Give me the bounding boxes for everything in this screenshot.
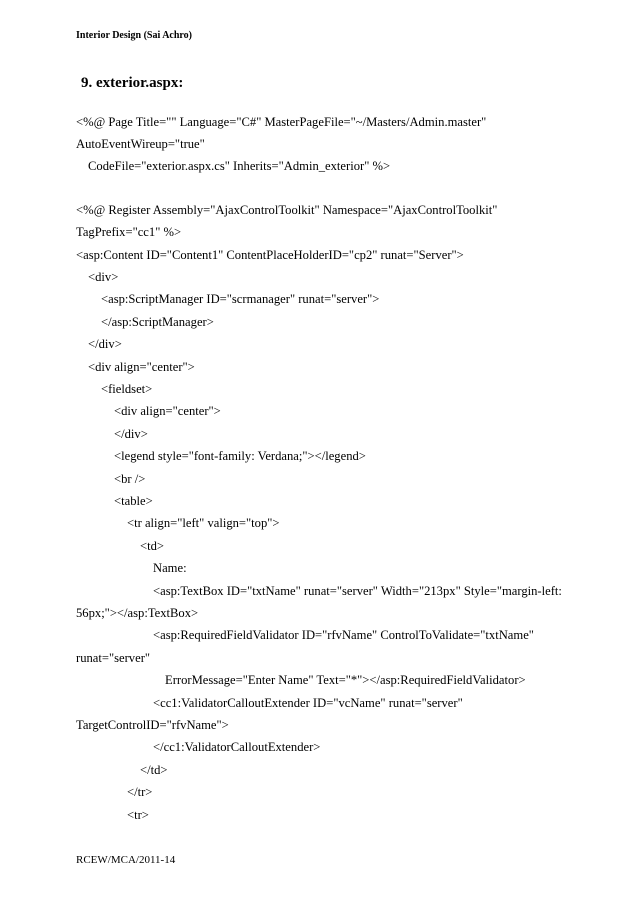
code-line: <asp:Content ID="Content1" ContentPlaceHolderID="cp2" runat="Server"> [76,248,464,262]
code-line: <div> [88,270,119,284]
code-line: <asp:TextBox ID="txtName" runat="server" Width="213px" Style="margin-left: [153,584,562,598]
code-line: <%@ Register Assembly="AjaxControlToolkit" Namespace="AjaxControlToolkit" [76,203,498,217]
code-line: CodeFile="exterior.aspx.cs" Inherits="Admin_exterior" %> [88,159,391,173]
page-footer: RCEW/MCA/2011-14 [76,854,176,866]
code-line: <fieldset> [101,382,153,396]
code-line: <div align="center"> [114,404,221,418]
code-line: </div> [88,337,122,351]
code-line: 56px;"></asp:TextBox> [76,606,199,620]
code-line: AutoEventWireup="true" [76,137,205,151]
page-header: Interior Design (Sai Achro) [76,30,193,41]
code-line: <tr align="left" valign="top"> [127,516,280,530]
section-heading: 9. exterior.aspx: [81,75,184,91]
code-line: <legend style="font-family: Verdana;"></legend> [114,449,366,463]
code-line: TargetControlID="rfvName"> [76,718,229,732]
code-line: Name: [153,561,187,575]
code-line: runat="server" [76,651,151,665]
code-line: <asp:ScriptManager ID="scrmanager" runat="server"> [101,292,380,306]
code-line: <div align="center"> [88,360,195,374]
code-line: TagPrefix="cc1" %> [76,225,182,239]
code-line: <br /> [114,472,146,486]
code-line: </cc1:ValidatorCalloutExtender> [153,740,321,754]
code-line: <tr> [127,808,149,822]
code-line: </td> [140,763,168,777]
code-line: <%@ Page Title="" Language="C#" MasterPageFile="~/Masters/Admin.master" [76,115,487,129]
code-line: <asp:RequiredFieldValidator ID="rfvName" ControlToValidate="txtName" [153,628,534,642]
code-line: <td> [140,539,165,553]
code-line: <cc1:ValidatorCalloutExtender ID="vcName" runat="server" [153,696,463,710]
code-line: </asp:ScriptManager> [101,315,214,329]
code-line: <table> [114,494,153,508]
code-line: ErrorMessage="Enter Name" Text="*"></asp:RequiredFieldValidator> [165,673,526,687]
code-line: </div> [114,427,148,441]
code-line: </tr> [127,785,153,799]
